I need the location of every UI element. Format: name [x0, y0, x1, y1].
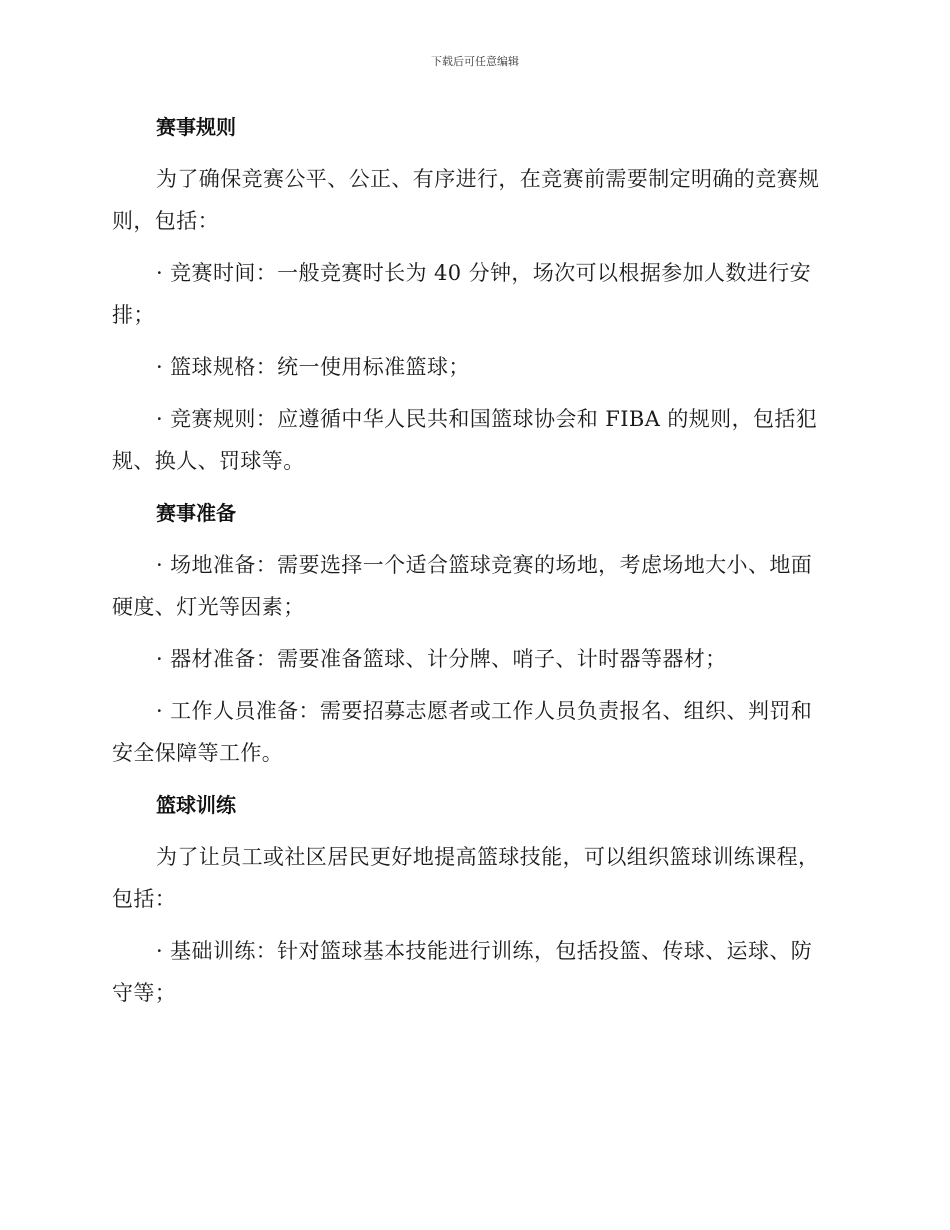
document-body [112, 106, 832, 1024]
section-heading: 赛事规则 [156, 115, 236, 139]
paragraph: 为了让员工或社区居民更好地提高篮球技能，可以组织篮球训练课程，包括： [112, 845, 820, 911]
bullet-item: · 篮球规格：统一使用标准篮球； [156, 355, 470, 379]
bullet-item: · 场地准备：需要选择一个适合篮球竞赛的场地，考虑场地大小、地面硬度、灯光等因素； [112, 553, 813, 619]
paragraph: 为了确保竞赛公平、公正、有序进行，在竞赛前需要制定明确的竞赛规则，包括： [112, 167, 820, 233]
bullet-item: · 器材准备：需要准备篮球、计分牌、哨子、计时器等器材； [156, 647, 727, 671]
section-training [112, 784, 832, 1014]
bullet-item: · 竞赛时间：一般竞赛时长为 40 分钟，场次可以根据参加人数进行安排； [112, 261, 812, 327]
bullet-item: · 竞赛规则：应遵循中华人民共和国篮球协会和 FIBA 的规则，包括犯规、换人、罚球等。 [112, 407, 818, 473]
section-heading: 赛事准备 [156, 501, 236, 525]
section-rules [112, 106, 832, 482]
header-note: 下载后可任意编辑 [431, 55, 519, 68]
section-heading: 篮球训练 [156, 793, 236, 817]
bullet-item: · 基础训练：针对篮球基本技能进行训练，包括投篮、传球、运球、防守等； [112, 939, 813, 1005]
bullet-item: · 工作人员准备：需要招募志愿者或工作人员负责报名、组织、判罚和安全保障等工作。 [112, 699, 813, 765]
section-preparation [112, 492, 832, 774]
